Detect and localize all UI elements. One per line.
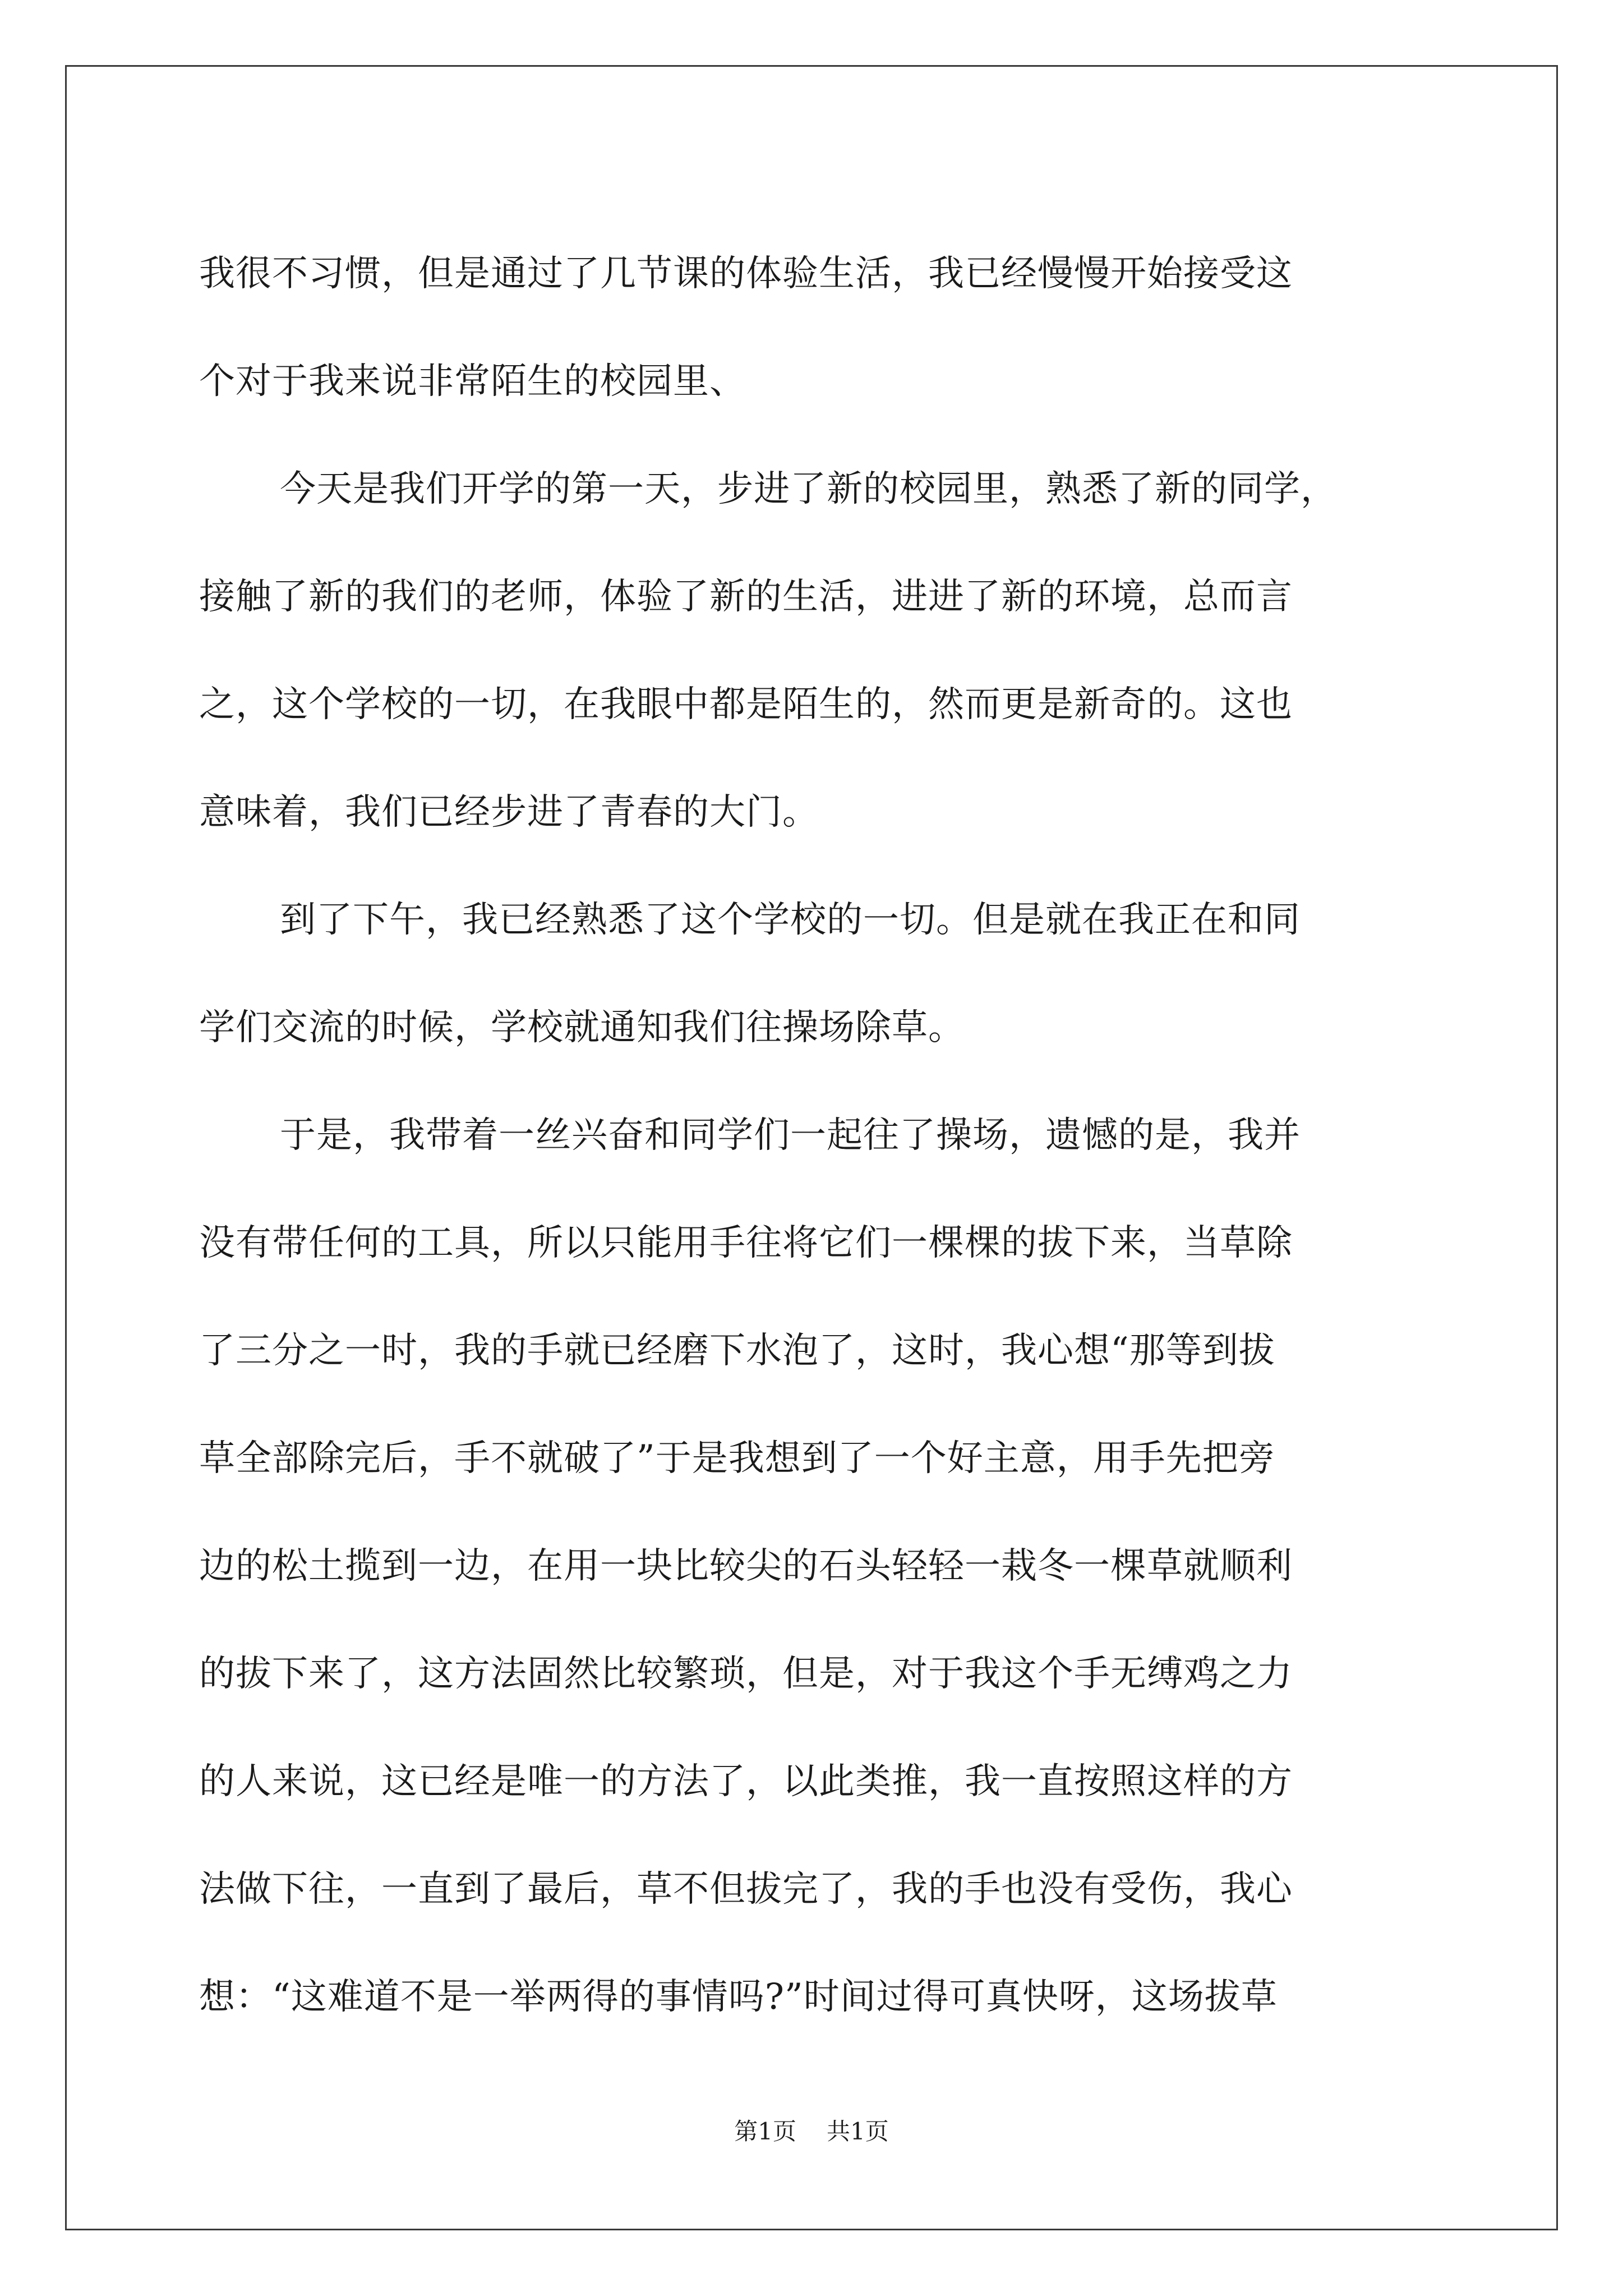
text-line: 想：“这难道不是一举两得的事情吗?”时间过得可真快呀，这场拔草 (199, 1976, 1278, 2018)
page-total: 共1页 (827, 2118, 889, 2145)
text-line: 之，这个学校的一切，在我眼中都是陌生的，然而更是新奇的。这也 (199, 684, 1293, 725)
text-line: 于是，我带着一丝兴奋和同学们一起往了操场，遗憾的是，我并 (280, 1115, 1301, 1156)
text-line: 我很不习惯，但是通过了几节课的体验生活，我已经慢慢开始接受这 (199, 253, 1293, 295)
text-line: 草全部除完后，手不就破了”于是我想到了一个好主意，用手先把旁 (199, 1438, 1275, 1479)
page-footer (0, 2115, 1623, 2148)
text-line: 没有带任何的工具，所以只能用手往将它们一棵棵的拔下来，当草除 (199, 1222, 1293, 1264)
text-line: 个对于我来说非常陌生的校园里、 (199, 361, 746, 402)
text-line: 意味着，我们已经步进了青春的大门。 (199, 792, 819, 833)
text-line: 的拔下来了，这方法固然比较繁琐，但是，对于我这个手无缚鸡之力 (199, 1653, 1293, 1695)
document-body (199, 220, 1438, 2051)
text-line: 接触了新的我们的老师，体验了新的生活，进进了新的环境，总而言 (199, 576, 1293, 618)
text-line: 到了下午，我已经熟悉了这个学校的一切。但是就在我正在和同 (280, 899, 1301, 941)
text-line: 的人来说，这已经是唯一的方法了，以此类推，我一直按照这样的方 (199, 1761, 1293, 1802)
text-line: 边的松土揽到一边，在用一块比较尖的石头轻轻一栽冬一棵草就顺利 (199, 1545, 1293, 1587)
page-number: 第1页 (734, 2118, 796, 2145)
text-line: 法做下往，一直到了最后，草不但拔完了，我的手也没有受伤，我心 (199, 1869, 1293, 1910)
text-line: 了三分之一时，我的手就已经磨下水泡了，这时，我心想“那等到拔 (199, 1330, 1275, 1372)
text-line: 今天是我们开学的第一天，步进了新的校园里，熟悉了新的同学， (280, 468, 1337, 510)
text-line: 学们交流的时候，学校就通知我们往操场除草。 (199, 1007, 965, 1048)
